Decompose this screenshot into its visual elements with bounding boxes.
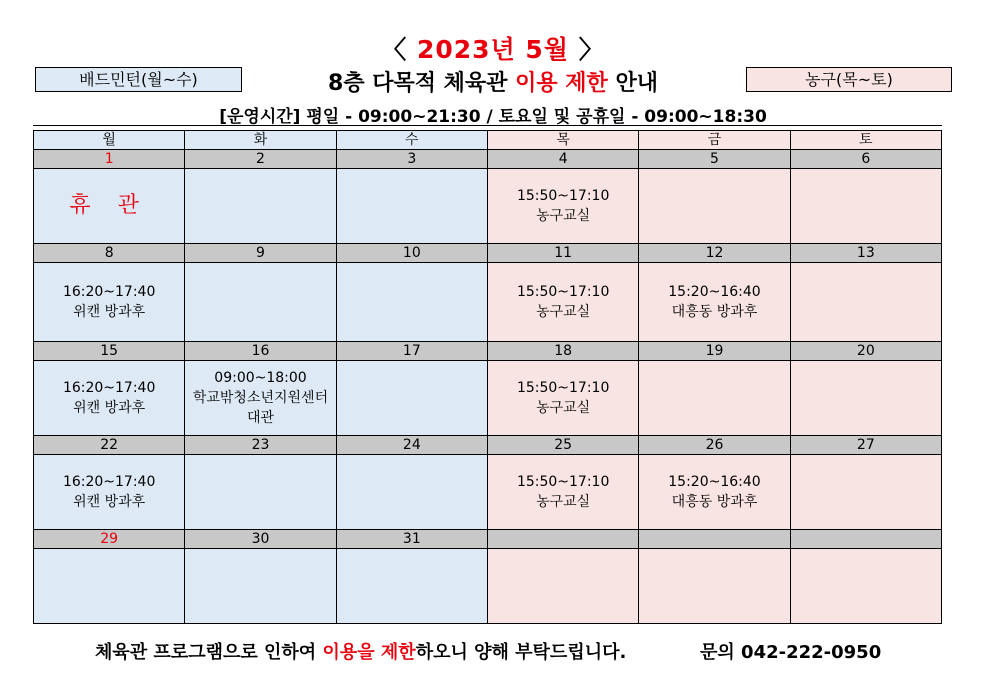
event-line: 대흥동 방과후 (671, 304, 758, 320)
page-title (0, 30, 986, 66)
day-cell (34, 263, 185, 342)
date-number (487, 530, 638, 549)
date-number: 29 (34, 530, 185, 549)
date-number: 23 (185, 436, 336, 455)
title-text: 2023년 5월 (417, 35, 569, 64)
weekday-fri: 금 (639, 131, 790, 150)
day-cell (487, 549, 638, 624)
date-number: 16 (185, 342, 336, 361)
date-number: 30 (185, 530, 336, 549)
date-number: 17 (336, 342, 487, 361)
date-number: 12 (639, 244, 790, 263)
day-cell (185, 263, 336, 342)
date-number: 20 (790, 342, 941, 361)
calendar-table (33, 130, 942, 624)
event-line: 농구교실 (536, 208, 591, 224)
day-cell (336, 361, 487, 436)
footer-part2: 하오니 양해 부탁드립니다. (415, 642, 627, 663)
calendar-body (34, 150, 942, 624)
legend-basketball: 농구(목~토) (746, 67, 952, 92)
day-cell (487, 263, 638, 342)
day-cell (185, 455, 336, 530)
date-number: 25 (487, 436, 638, 455)
date-number: 5 (639, 150, 790, 169)
date-number: 24 (336, 436, 487, 455)
event-line: 위캔 방과후 (73, 400, 146, 416)
day-cell (34, 455, 185, 530)
day-cell (639, 263, 790, 342)
weekday-wed: 수 (336, 131, 487, 150)
date-number: 22 (34, 436, 185, 455)
day-cell (336, 549, 487, 624)
day-cell (34, 549, 185, 624)
subtitle (240, 66, 746, 97)
weekday-thu: 목 (487, 131, 638, 150)
date-number: 13 (790, 244, 941, 263)
event-line: 15:20~16:40 (668, 284, 761, 300)
date-number: 26 (639, 436, 790, 455)
day-cell (185, 549, 336, 624)
day-cell (487, 361, 638, 436)
footer-notice (95, 638, 626, 664)
event-row (34, 169, 942, 244)
date-number: 15 (34, 342, 185, 361)
event-line: 농구교실 (536, 400, 591, 416)
chevron-right-icon: 〉 (578, 35, 605, 64)
event-line: 16:20~17:40 (62, 380, 156, 396)
day-cell (336, 455, 487, 530)
date-number: 18 (487, 342, 638, 361)
event-line: 대흥동 방과후 (671, 494, 758, 510)
event-line: 대관 (246, 410, 275, 426)
day-cell (790, 169, 941, 244)
day-cell (639, 169, 790, 244)
event-line: 16:20~17:40 (62, 284, 156, 300)
closed-label: 휴 관 (69, 193, 149, 218)
date-number-row (34, 436, 942, 455)
date-number (639, 530, 790, 549)
subtitle-part1: 8층 다목적 체육관 (328, 71, 516, 96)
date-number: 10 (336, 244, 487, 263)
weekday-tue: 화 (185, 131, 336, 150)
event-line: 15:50~17:10 (516, 380, 610, 396)
date-number: 4 (487, 150, 638, 169)
date-number: 9 (185, 244, 336, 263)
day-cell (185, 361, 336, 436)
date-number: 31 (336, 530, 487, 549)
footer-part1: 체육관 프로그램으로 인하여 (95, 642, 323, 663)
day-cell (336, 169, 487, 244)
event-line: 농구교실 (536, 494, 591, 510)
legend-badminton: 배드민턴(월~수) (35, 67, 242, 92)
contact-info: 문의 042-222-0950 (700, 642, 882, 663)
date-number: 1 (34, 150, 185, 169)
event-line: 15:20~16:40 (668, 474, 761, 490)
date-number: 8 (34, 244, 185, 263)
subtitle-part2: 안내 (607, 71, 658, 96)
event-line: 학교밖청소년지원센터 (192, 390, 329, 406)
event-line: 위캔 방과후 (73, 304, 146, 320)
day-cell (639, 455, 790, 530)
date-number: 6 (790, 150, 941, 169)
event-line: 09:00~18:00 (214, 370, 307, 386)
event-line: 위캔 방과후 (73, 494, 146, 510)
date-number-row (34, 342, 942, 361)
event-line: 15:50~17:10 (516, 188, 610, 204)
weekday-sat: 토 (790, 131, 941, 150)
footer-red2: 제한 (380, 642, 416, 663)
weekday-mon: 월 (34, 131, 185, 150)
day-cell (790, 263, 941, 342)
date-number (790, 530, 941, 549)
date-number: 3 (336, 150, 487, 169)
day-cell (185, 169, 336, 244)
event-row (34, 361, 942, 436)
day-cell (639, 361, 790, 436)
event-line: 15:50~17:10 (516, 474, 610, 490)
event-row (34, 549, 942, 624)
date-number: 27 (790, 436, 941, 455)
day-cell (790, 455, 941, 530)
day-cell (639, 549, 790, 624)
divider-line (33, 125, 942, 126)
date-number: 11 (487, 244, 638, 263)
day-cell (790, 549, 941, 624)
event-line: 15:50~17:10 (516, 284, 610, 300)
day-cell (487, 169, 638, 244)
day-cell (34, 361, 185, 436)
operating-hours: [운영시간] 평일 - 09:00~21:30 / 토요일 및 공휴일 - 09:00~18:30 (219, 107, 767, 127)
date-number-row (34, 530, 942, 549)
day-cell (487, 455, 638, 530)
date-number-row (34, 244, 942, 263)
day-cell (34, 169, 185, 244)
footer-red1: 이용을 (322, 642, 381, 663)
date-number-row (34, 150, 942, 169)
event-line: 농구교실 (536, 304, 591, 320)
date-number: 19 (639, 342, 790, 361)
event-row (34, 455, 942, 530)
subtitle-restricted: 이용 제한 (515, 71, 608, 96)
weekday-header-row (34, 131, 942, 150)
date-number: 2 (185, 150, 336, 169)
event-row (34, 263, 942, 342)
day-cell (790, 361, 941, 436)
chevron-left-icon: 〈 (381, 35, 408, 64)
event-line: 16:20~17:40 (62, 474, 156, 490)
day-cell (336, 263, 487, 342)
